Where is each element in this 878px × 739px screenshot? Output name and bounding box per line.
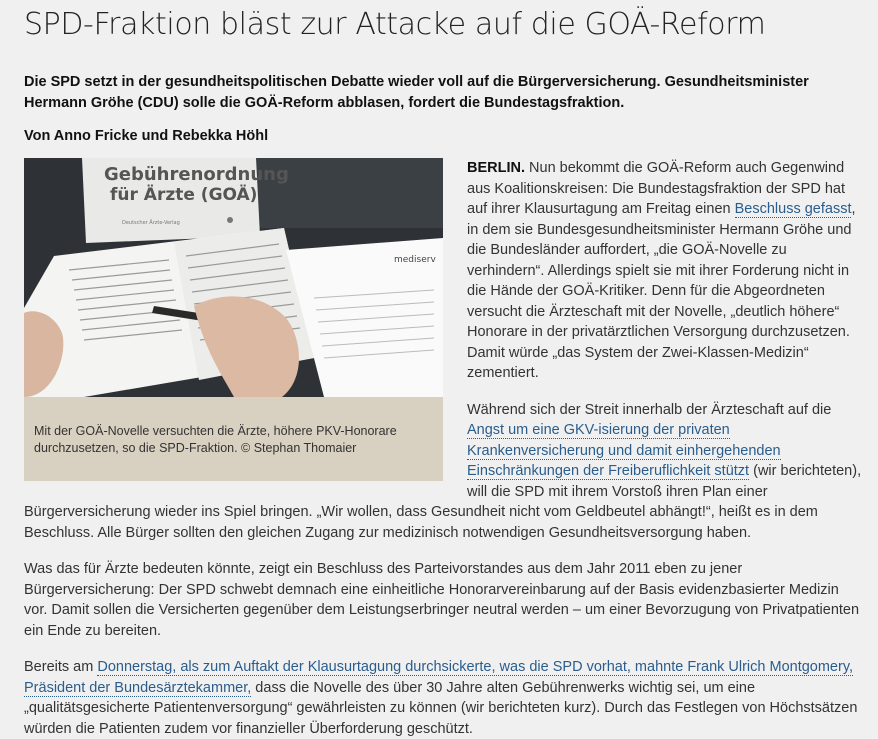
article-figure — [24, 158, 443, 481]
book-title-line1: Gebührenordnung — [104, 164, 289, 185]
link-montgomery[interactable]: Donnerstag, als zum Auftakt der Klausurtagung durchsickerte, was die SPD vorhat, mahnte Frank Ulrich Montgomery, Präsident der Bundesärztekammer, — [24, 659, 854, 696]
article-body — [24, 144, 864, 739]
article-title: SPD-Fraktion bläst zur Attacke auf die GOÄ-Reform — [24, 7, 766, 42]
article-photo — [24, 158, 443, 397]
paragraph-1-text-b: , in dem sie Bundesgesundheitsminister Hermann Gröhe und die Bundesländer auffordert, „die GOÄ-Novelle zu verhindern“. Allerdings spielt sie mit ihrer Forderung nicht in die Hände der GOÄ-Kritiker. Denn für die Abgeordneten versucht die Ärzteschaft mit der Novelle, „deutlich höhere“ Honorare in der privatärztlichen Versorgung durchzusetzen. Damit würde „das System der Zwei-Klassen-Medizin“ zementiert. — [467, 201, 856, 381]
article-byline: Von Anno Fricke und Rebekka Höhl — [24, 128, 269, 144]
paragraph-4-text-a: Bereits am — [24, 659, 98, 675]
letter-brand: mediserv — [394, 255, 436, 265]
paragraph-4 — [24, 657, 864, 739]
paragraph-4-text-b: dass die Novelle des über 30 Jahre alten Gebührenwerks wichtig sei, um eine „qualitätsgesicherte Patientenversorgung“ gewährleisten zu können (wir berichteten kurz). Durch das Festlegen von Höchstsätzen würden die Patienten zudem vor finanzieller Überforderung geschützt. — [24, 679, 858, 737]
article-lead: Die SPD setzt in der gesundheitspolitischen Debatte wieder voll auf die Bürgerversicherung. Gesundheitsminister Hermann Gröhe (CDU) solle die GOÄ-Reform abblasen, fordert die Bundestagsfraktion. — [24, 74, 809, 111]
paragraph-2-text-b: (wir berichteten), will die SPD mit ihrem Vorstoß ihren Plan einer Bürgerversicherung wieder ins Spiel bringen. „Wir wollen, dass Gesundheit nicht vom Geldbeutel abhängt!“, heißt es in dem Beschluss. Alle Bürger sollten den gleichen Zugang zur medizinisch notwendigen Gesundheitsversorgung haben. — [24, 463, 862, 541]
paragraph-2-text-a: Während sich der Streit innerhalb der Ärzteschaft auf die — [467, 401, 832, 418]
paragraph-1-text-a: Nun bekommt die GOÄ-Reform auch Gegenwind aus Koalitionskreisen: Die Bundestagsfraktion der SPD hat auf ihrer Klausurtagung am Freitag einen — [467, 160, 846, 217]
dateline: BERLIN. — [467, 160, 525, 176]
link-gkv-isierung[interactable]: Angst um eine GKV-isierung der privaten Krankenversicherung und damit einhergehenden Einschränkungen der Freiberuflichkeit stützt — [467, 422, 781, 479]
book-title-line2: für Ärzte (GOÄ) — [110, 185, 258, 205]
paragraph-3: Was das für Ärzte bedeuten könnte, zeigt ein Beschluss des Parteivorstandes aus dem Jahr 2011 eben zu jener Bürgerversicherung: Der SPD schwebt demnach eine einheitliche Honorarvereinbarung auf der Basis evidenzbasierter Medizin vor. Damit sollen die Versicherten gegenüber dem Leistungserbringer neutral werden – um einer Bevorzugung von Privatpatienten ein Ende zu bereiten. — [24, 561, 860, 639]
publisher-logo-icon — [227, 217, 233, 223]
book-publisher: Deutscher Ärzte-Verlag — [122, 220, 180, 226]
link-beschluss-gefasst[interactable]: Beschluss gefasst — [734, 201, 852, 217]
photo-caption: Mit der GOÄ-Novelle versuchten die Ärzte, höhere PKV-Honorare durchzusetzen, so die SPD-Fraktion. © Stephan Thomaier — [34, 424, 397, 455]
